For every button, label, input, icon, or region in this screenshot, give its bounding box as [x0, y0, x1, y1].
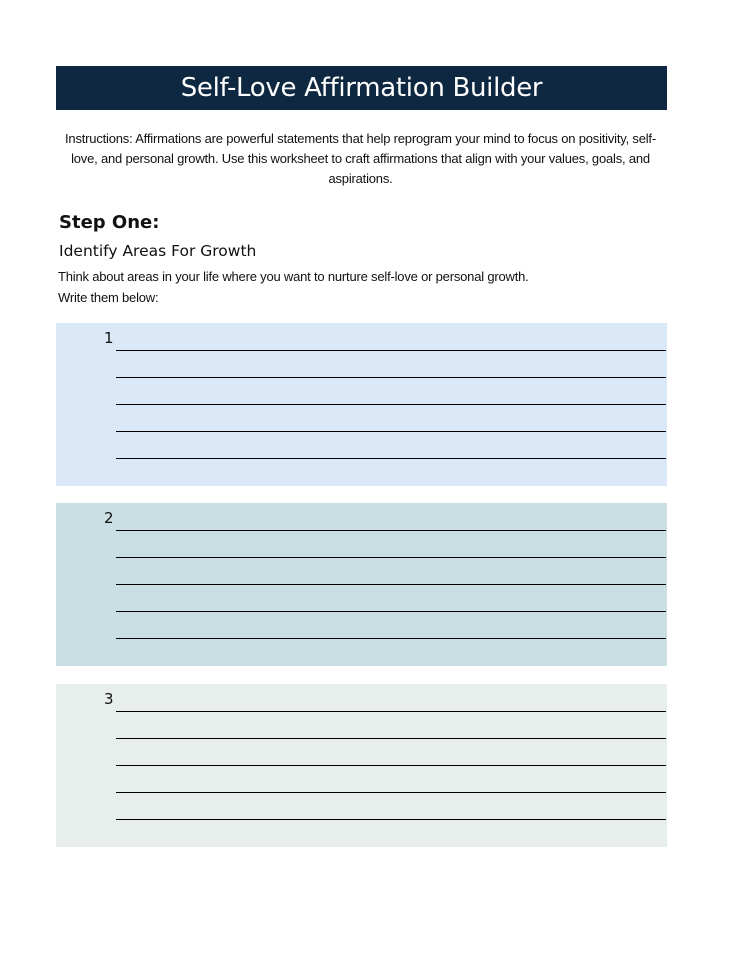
instructions-text: Instructions: Affirmations are powerful statements that help reprogram your mind to focus on positivity, self-love, and personal growth. Use this worksheet to craft affirmations that align with your values, goals, and aspirations.	[65, 131, 656, 186]
writing-line[interactable]	[116, 611, 666, 612]
step-one-description	[58, 266, 678, 308]
growth-area-number: 2	[104, 509, 114, 527]
step-one-subheading: Identify Areas For Growth	[59, 242, 257, 260]
step-one-description-line-2: Write them below:	[58, 290, 159, 305]
writing-line[interactable]	[116, 350, 666, 351]
writing-line[interactable]	[116, 557, 666, 558]
growth-area-number: 3	[104, 690, 114, 708]
writing-line[interactable]	[116, 765, 666, 766]
title-bar	[56, 66, 667, 110]
growth-area-number: 1	[104, 329, 114, 347]
writing-line[interactable]	[116, 584, 666, 585]
step-one-heading: Step One:	[59, 212, 160, 233]
writing-line[interactable]	[116, 638, 666, 639]
writing-line[interactable]	[116, 792, 666, 793]
growth-area-block-1	[56, 323, 667, 486]
writing-line[interactable]	[116, 530, 666, 531]
writing-line[interactable]	[116, 738, 666, 739]
writing-line[interactable]	[116, 819, 666, 820]
writing-line[interactable]	[116, 377, 666, 378]
writing-line[interactable]	[116, 404, 666, 405]
page-title: Self-Love Affirmation Builder	[180, 73, 543, 103]
writing-line[interactable]	[116, 431, 666, 432]
writing-line[interactable]	[116, 458, 666, 459]
growth-area-block-3	[56, 684, 667, 847]
writing-line[interactable]	[116, 711, 666, 712]
growth-area-block-2	[56, 503, 667, 666]
step-one-description-line-1: Think about areas in your life where you want to nurture self-love or personal growth.	[58, 269, 529, 284]
